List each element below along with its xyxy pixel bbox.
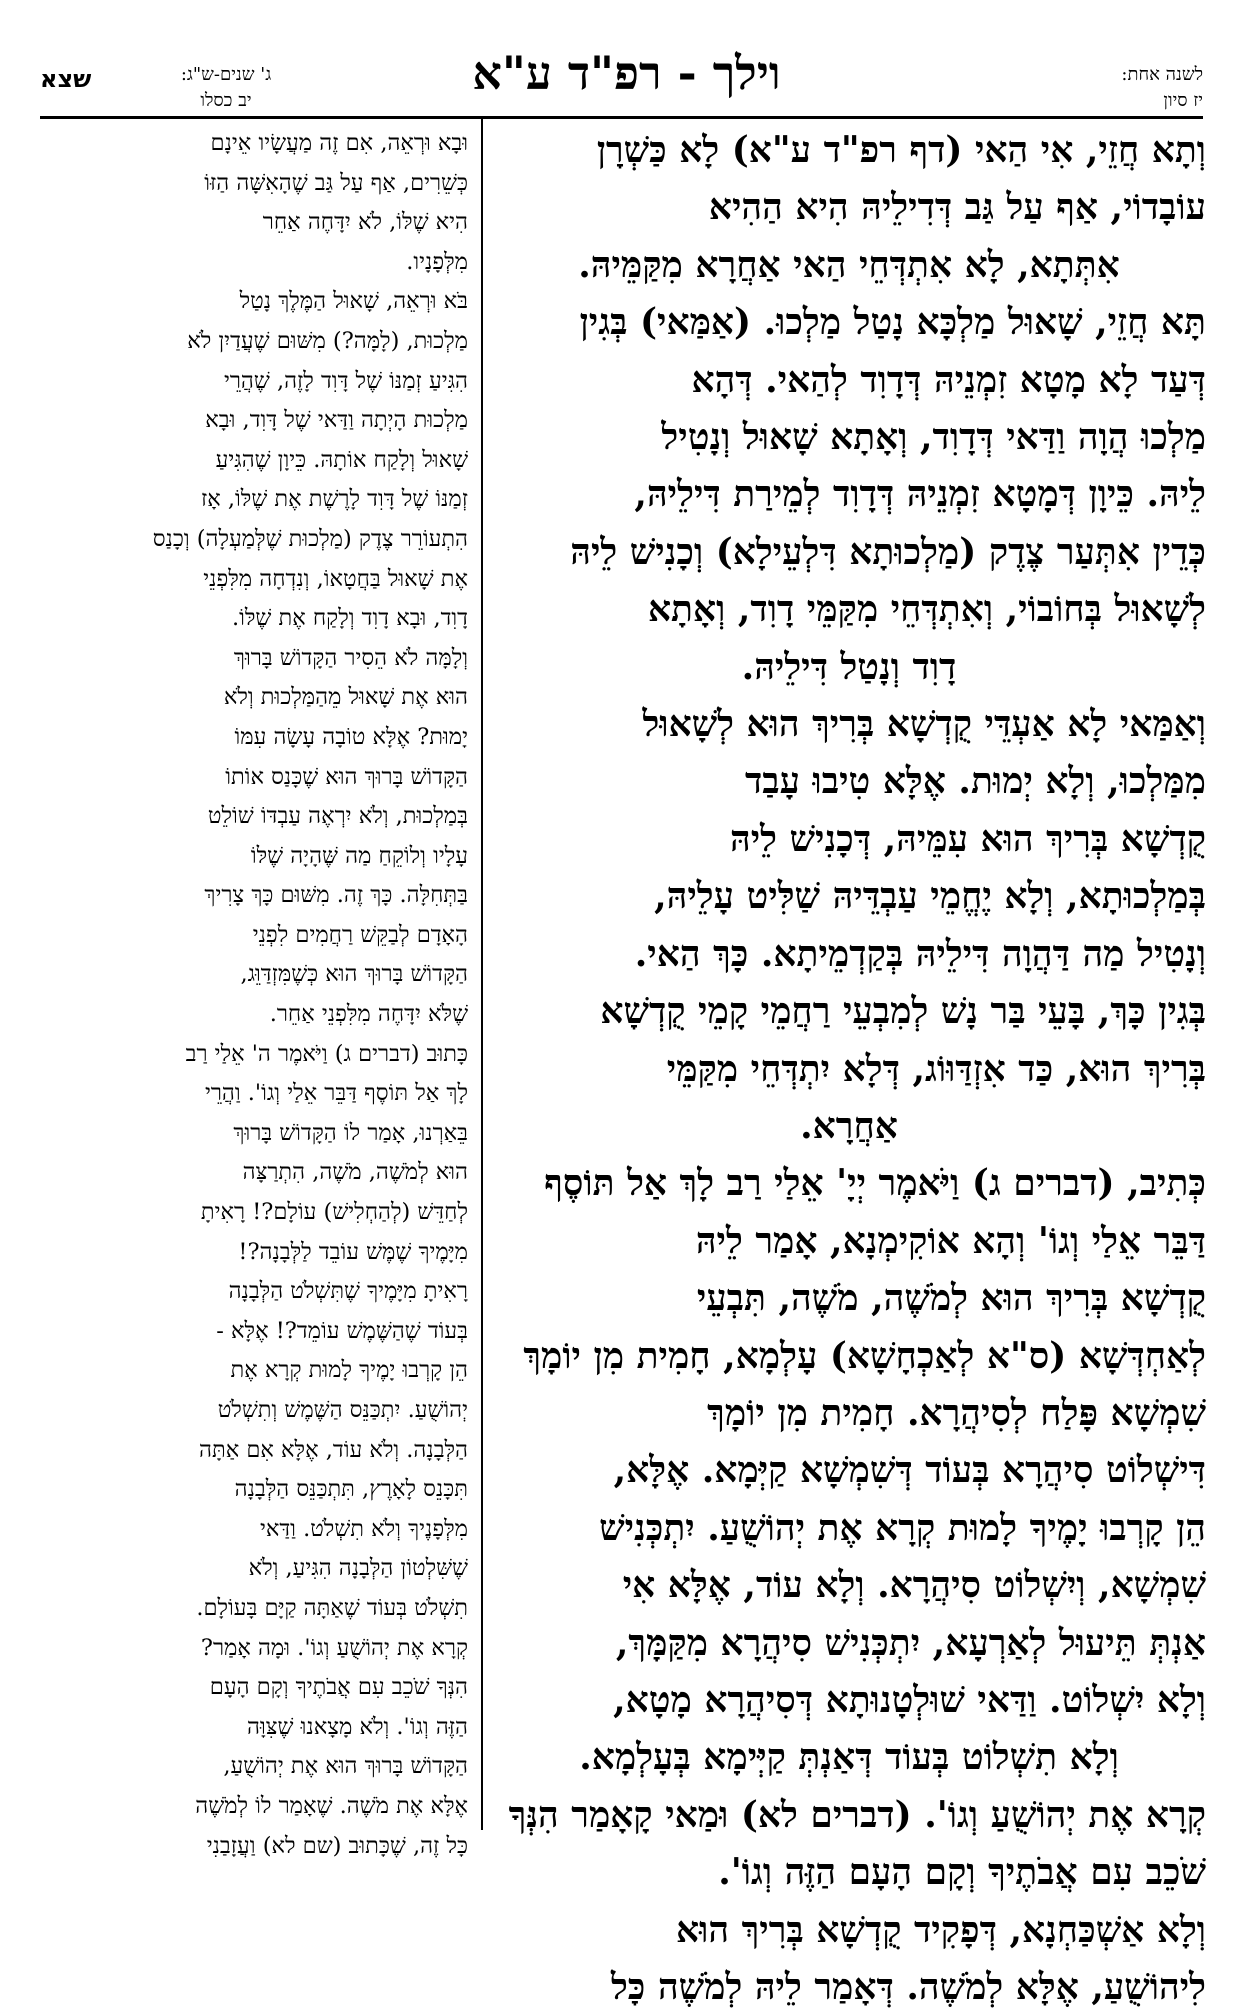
text-line: שֶׁלֹּא יִדָּחֶה מִלִּפְנֵי אַחֵר.	[269, 1001, 468, 1028]
column-divider	[481, 118, 483, 1830]
page-title: וילך - רפ"ד ע"א	[472, 46, 781, 100]
text-line: מִיָּמֶיךָ שֶׁמֶּשׁ עוֹבֵד לַלְּבָנָה?!	[238, 1238, 468, 1265]
text-line: אַחֲרָא.	[800, 1104, 898, 1147]
text-line: דָוִד וְנָטַל דִּילֵיהּ.	[741, 645, 957, 688]
text-line: שִׁמְשָׁא פָּלַח לְסִיהֲרָא. חָמִית מִן יוֹמָךְ	[707, 1391, 1206, 1434]
text-line: קְרָא אֶת יְהוֹשֻׁעַ וְגוֹ'. וּמָה אָמַר?	[200, 1634, 468, 1661]
text-line: הִתְעוֹרֵר צֶדֶק (מַלְכוּת שֶׁלְּמַעְלָה) וְכָנַס	[152, 525, 468, 552]
text-line: כְּדֵין אִתְּעַר צֶדֶק (מַלְכוּתָא דִּלְעֵילָא) וְכָנִישׁ לֵיהּ	[570, 530, 1206, 573]
text-line: עָלָיו וְלוֹקֵחַ מַה שֶּׁהָיָה שֶׁלּוֹ	[250, 842, 468, 869]
text-line: כָּל זֶה, שֶׁכָּתוּב (שם לא) וַעֲזָבַנִי	[206, 1832, 468, 1859]
text-line: וְנָטִיל מַה דַּהֲוָה דִּילֵיהּ בְּקַדְמֵיתָא. כָּךְ הַאי.	[634, 932, 1206, 975]
text-line: לְאַחְדְּשָׁא (ס"א לְאַכְחָשָׁא) עָלְמָא, חָמִית מִן יוֹמָךְ	[523, 1334, 1206, 1377]
text-line: דָוִד, וּבָא דָוִד וְלָקַח אֶת שֶׁלּוֹ.	[231, 605, 468, 632]
text-line: וְלָא תִשְׁלוֹט בְּעוֹד דְּאַנְתְּ קַיְּימָא בְּעָלְמָא.	[579, 1736, 1119, 1779]
right-header-line-2: יז סיון	[1163, 90, 1203, 111]
text-line: בֵּאַרְנוּ, אָמַר לוֹ הַקָּדוֹשׁ בָּרוּךְ	[233, 1119, 468, 1146]
text-line: מִלְּפָנָיו.	[406, 248, 468, 275]
text-line: הַקָּדוֹשׁ בָּרוּךְ הוּא כְּשֶׁמִּזְדַּוֵּג,	[240, 961, 468, 988]
page-number: שצא	[40, 65, 92, 93]
left-header-line-1: ג' שנים-ש"ג:	[180, 64, 272, 85]
text-line: הִגִּיעַ זְמַנּוֹ שֶׁל דָּוִד לָזֶה, שֶׁהֲרֵי	[223, 367, 468, 394]
text-line: קֻדְשָׁא בְּרִיךְ הוּא לְמֹשֶׁה, מֹשֶׁה, תִּבְעֵי	[696, 1277, 1206, 1320]
text-line: הוּא לְמֹשֶׁה, מֹשֶׁה, הִתְרַצָּה	[242, 1159, 468, 1186]
text-line: וְאַמַּאי לָא אַעְדֵּי קֻדְשָׁא בְּרִיךְ הוּא לְשָׁאוּל	[642, 703, 1206, 746]
text-line: לְשָׁאוּל בְּחוֹבוֹי, וְאִתְדְּחֵי מִקַּמֵּי דָוִד, וְאָתָא	[647, 588, 1206, 631]
text-line: מִלְּפָנֶיךָ וְלֹא תִשְׁלֹט. וַדַּאי	[259, 1515, 468, 1542]
text-line: לִיהוֹשֻׁעַ, אֶלָּא לְמֹשֶׁה. דְּאָמַר לֵיהּ לְמֹשֶׁה כָּל	[610, 1966, 1206, 2008]
text-line: הוּא אֶת שָׁאוּל מֵהַמַּלְכוּת וְלֹא	[223, 684, 468, 711]
text-line: אֶלָּא אֶת מֹשֶׁה. שֶׁאָמַר לוֹ לְמֹשֶׁה	[195, 1792, 468, 1819]
text-line: בֹּא וּרְאֵה, שָׁאוּל הַמֶּלֶךְ נָטַל	[239, 288, 468, 315]
text-line: הַזֶּה וְגוֹ'. וְלֹא מָצָאנוּ שֶׁצִּוָּה	[247, 1713, 468, 1740]
text-line: דִּישְׁלוֹט סִיהֲרָא בְּעוֹד דְּשִׁמְשָׁא קַיְּמָא. אֶלָּא,	[613, 1449, 1206, 1492]
text-line: הָאָדָם לְבַקֵּשׁ רַחֲמִים לִפְנֵי	[252, 921, 468, 948]
text-line: זְמַנּוֹ שֶׁל דָּוִד לָרֶשֶׁת אֶת שֶׁלּוֹ, אָז	[200, 486, 468, 513]
left-header-line-2: יב כסלו	[200, 90, 252, 111]
text-line: בְּמַלְכוּתָא, וְלָא יֶחֱמֵי עַבְדֵּיהּ שַׁלִּיט עָלֵיהּ,	[654, 875, 1206, 918]
aramaic-text-column	[492, 122, 1206, 2016]
right-header-line-1: לשנה אחת:	[1121, 64, 1203, 85]
text-line: כְּתִיב, (דברים ג) וַיֹּאמֶר יְיָ' אֵלַי רַב לָךְ אַל תּוֹסֶף	[544, 1162, 1206, 1205]
text-line: וְלָא יִשְׁלוֹט. וַדַּאי שׁוּלְטָנוּתָא דְּסִיהֲרָא מָטָא,	[613, 1678, 1206, 1721]
text-line: הִנְּךָ שֹׁכֵב עִם אֲבֹתֶיךָ וְקָם הָעָם	[209, 1674, 468, 1701]
text-line: הַקָּדוֹשׁ בָּרוּךְ הוּא אֶת יְהוֹשֻׁעַ,	[223, 1753, 468, 1780]
text-line: שֶׁשִּׁלְטוֹן הַלְּבָנָה הִגִּיעַ, וְלֹא	[248, 1555, 468, 1582]
text-line: תִשְׁלֹט בְּעוֹד שֶׁאַתָּה קַיָּם בָּעוֹלָם.	[196, 1594, 468, 1621]
text-line: עוֹבָדוֹי, אַף עַל גַּב דְּדִילֵיהּ הִיא הַהִיא	[708, 186, 1206, 229]
text-line: קֻדְשָׁא בְּרִיךְ הוּא עִמֵּיהּ, דְּכָנִישׁ לֵיהּ	[730, 817, 1206, 860]
text-line: אִתְּתָא, לָא אִתְדְּחֵי הַאי אַחֲרָא מִקַּמֵּיהּ.	[578, 243, 1120, 286]
text-line: הַלְּבָנָה. וְלֹא עוֹד, אֶלָּא אִם אַתָּה	[199, 1436, 468, 1463]
text-line: תִּכָּנֵס לָאָרֶץ, תִּתְכַּנֵּס הַלְּבָנָה	[234, 1476, 468, 1503]
text-line: מַלְכוּת, (לָמָּה?) מִשּׁוּם שֶׁעֲדַיִן לֹא	[187, 327, 468, 354]
text-line: כְּשֵׁרִים, אַף עַל גַּב שֶׁהָאִשָּׁה הַזּוֹ	[204, 169, 468, 196]
text-line: לְחַדֵּשׁ (לְהַחְלִישׁ) עוֹלָם?! רָאִיתָ	[200, 1199, 468, 1226]
text-line: בַּתְּחִלָּה. כָּךְ זֶה. מִשּׁוּם כָּךְ צָרִיךְ	[204, 882, 468, 909]
text-line: בְּעוֹד שֶׁהַשֶּׁמֶשׁ עוֹמֵד?! אֶלָּא -	[216, 1317, 468, 1344]
text-line: מַלְכוּת הָיְתָה וַדַּאי שֶׁל דָּוִד, וּבָא	[205, 407, 468, 434]
text-line: דְּעַד לָא מָטָא זִמְנֵיהּ דְּדָוִד לְהַאי. דְּהָא	[691, 358, 1206, 401]
text-line: הִיא שֶׁלּוֹ, לֹא יִדָּחֶה אַחֵר	[262, 209, 468, 236]
text-line: הֵן קָרְבוּ יָמֶיךָ לָמוּת קְרָא אֶת	[230, 1357, 468, 1384]
text-line: לָךְ אַל תּוֹסֶף דַּבֵּר אֵלַי וְגוֹ'. וַהֲרֵי	[204, 1080, 468, 1107]
text-line: וְלָא אַשְׁכַּחְנָא, דְּפָקִיד קֻדְשָׁא בְּרִיךְ הוּא	[676, 1908, 1206, 1951]
text-line: הַקָּדוֹשׁ בָּרוּךְ הוּא שֶׁכָּנַס אוֹתוֹ	[225, 763, 468, 790]
text-line: כָּתוּב (דברים ג) וַיֹּאמֶר ה' אֵלַי רַב	[185, 1040, 468, 1067]
text-line: יְהוֹשֻׁעַ. יִתְכַּנֵּס הַשֶּׁמֶשׁ וְתִשְׁלֹט	[217, 1397, 468, 1423]
text-line: שִׁמְשָׁא, וְיִשְׁלוֹט סִיהֲרָא. וְלָא עוֹד, אֶלָּא אִי	[622, 1564, 1206, 1607]
text-line: מַלְכוּ הֲוָה וַדַּאי דְּדָוִד, וְאָתָא שָׁאוּל וְנָטִיל	[661, 416, 1206, 459]
text-line: וּבָא וּרְאֵה, אִם זֶה מַעֲשָׂיו אֵינָם	[210, 130, 468, 156]
text-line: קְרָא אֶת יְהוֹשֻׁעַ וְגוֹ'. (דברים לא) וּמַאי קָאָמַר הִנְּךָ	[508, 1793, 1206, 1836]
text-line: רָאִיתָ מִיָּמֶיךָ שֶׁתִּשְׁלֹט הַלְּבָנָה	[228, 1278, 468, 1305]
text-line: אֶת שָׁאוּל בַּחֲטָאוֹ, וְנִדְחָה מִלִּפְנֵי	[203, 565, 468, 592]
text-line: וְלָמָּה לֹא הֵסִיר הַקָּדוֹשׁ בָּרוּךְ	[233, 644, 468, 671]
text-line: בְּמַלְכוּת, וְלֹא יִרְאֶה עַבְדּוֹ שׁוֹלֵט	[207, 803, 468, 830]
text-line: לֵיהּ. כֵּיוָן דְּמָטָא זִמְנֵיהּ דְּדָוִד לְמֵירַת דִּילֵיהּ,	[634, 473, 1206, 516]
hebrew-translation-column	[40, 124, 468, 1866]
text-line: יָמוּת? אֶלָּא טוֹבָה עָשָׂה עִמּוֹ	[234, 723, 468, 750]
text-line: הֵן קָרְבוּ יָמֶיךָ לָמוּת קְרָא אֶת יְהוֹשֻׁעַ. יִתְכְּנִישׁ	[599, 1506, 1206, 1549]
text-line: דַּבֵּר אֵלַי וְגוֹ' וְהָא אוֹקִימְנָא, אָמַר לֵיהּ	[695, 1219, 1206, 1262]
text-line: אַנְתְּ תֵּיעוּל לְאַרְעָא, יִתְכְּנִישׁ סִיהֲרָא מִקַּמָּךְ,	[615, 1621, 1206, 1664]
text-line: מִמַּלְכוּ, וְלָא יְמוּת. אֶלָּא טִיבוּ עָבַד	[744, 760, 1206, 803]
text-line: וְתָא חֲזֵי, אִי הַאי (דף רפ"ד ע"א) לָא כַּשְׁרָן	[596, 129, 1206, 171]
text-line: בְּרִיךְ הוּא, כַּד אִזְדַּוּוֹג, דְּלָא יִתְדְּחֵי מִקַּמֵּי	[666, 1047, 1206, 1090]
text-line: תָּא חֲזֵי, שָׁאוּל מַלְכָּא נָטַל מַלְכוּ. (אַמַּאי) בְּגִין	[579, 301, 1206, 344]
right-header-info	[1023, 62, 1203, 114]
text-line: שָׁאוּל וְלָקַח אוֹתָהּ. כֵּיוָן שֶׁהִגִּיעַ	[215, 446, 468, 473]
header-divider	[40, 116, 1203, 119]
text-line: שֹׁכֵב עִם אֲבֹתֶיךָ וְקָם הָעָם הַזֶּה וְגוֹ'.	[718, 1851, 1206, 1894]
text-line: בְּגִין כָּךְ, בָּעֵי בַּר נָשׁ לְמִבְעֵי רַחֲמֵי קָמֵי קֻדְשָׁא	[600, 990, 1206, 1033]
